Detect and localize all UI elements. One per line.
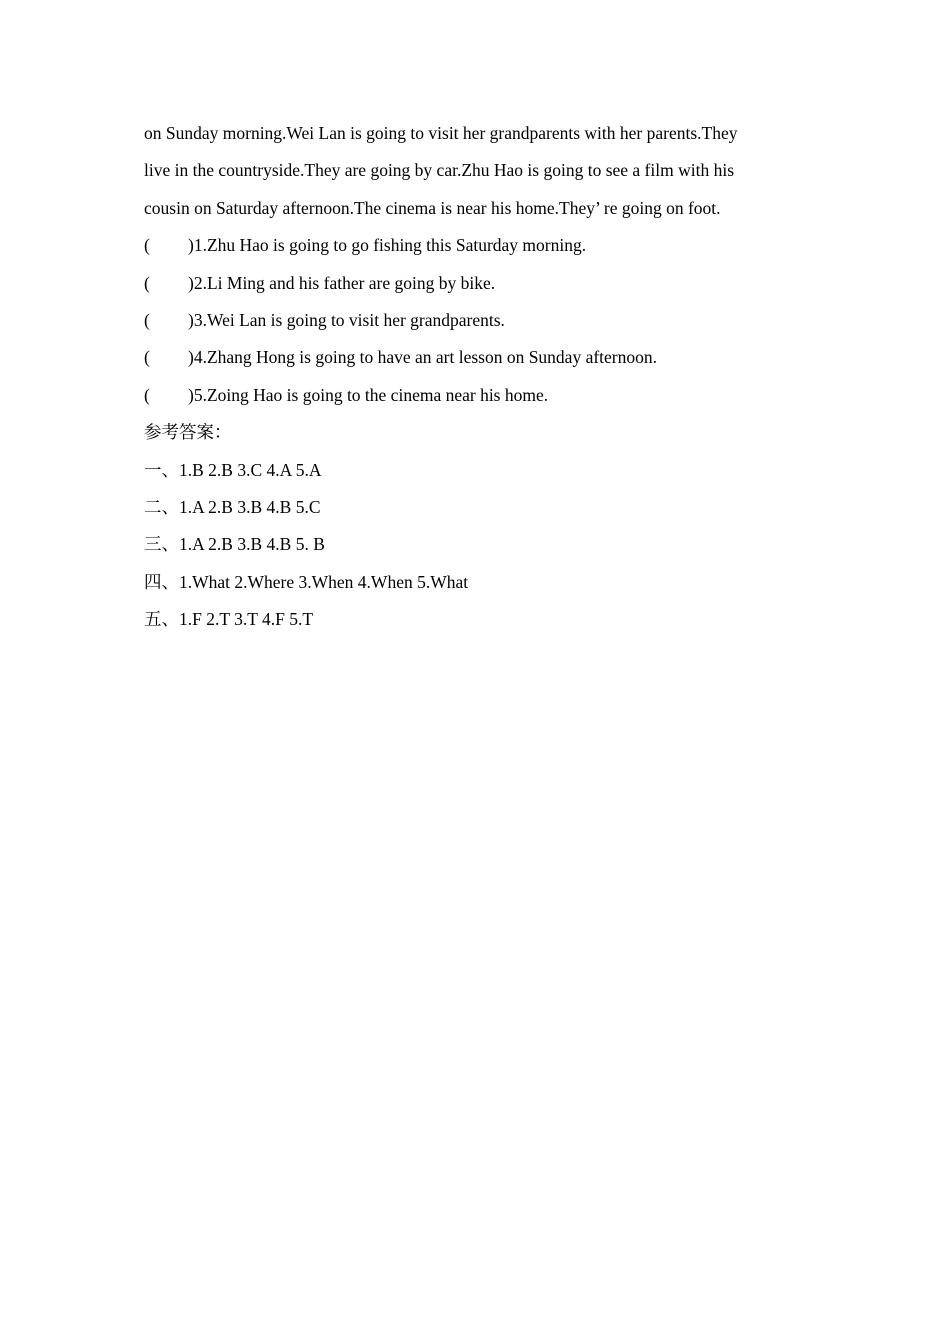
answer-key [144, 414, 804, 638]
question-item [144, 302, 804, 339]
passage-line: live in the countryside.They are going by car.Zhu Hao is going to see a film with his [144, 160, 735, 181]
answer-blank-open: ( [144, 347, 150, 368]
answer-key-line: 三、1.A 2.B 3.B 4.B 5. B [144, 534, 325, 555]
answer-blank-open: ( [144, 309, 150, 330]
answer-key-heading: 参考答案： [144, 422, 232, 443]
question-text: )1.Zhu Hao is going to go fishing this Saturday morning. [188, 235, 587, 256]
answer-key-line: 二、1.A 2.B 3.B 4.B 5.C [144, 496, 321, 517]
question-item [144, 265, 804, 302]
document-page [144, 115, 804, 638]
answer-blank-open: ( [144, 272, 150, 293]
answer-blank-open: ( [144, 384, 150, 405]
answer-key-line: 四、1.What 2.Where 3.When 4.When 5.What [144, 571, 469, 592]
reading-passage [144, 115, 804, 227]
question-text: )4.Zhang Hong is going to have an art lesson on Sunday afternoon. [188, 347, 658, 368]
answer-blank-open: ( [144, 235, 150, 256]
passage-line: cousin on Saturday afternoon.The cinema is near his home.They’ re going on foot. [144, 197, 721, 218]
question-text: )2.Li Ming and his father are going by bike. [188, 272, 496, 293]
answer-key-line: 一、1.B 2.B 3.C 4.A 5.A [144, 459, 322, 480]
question-item [144, 377, 804, 414]
question-item [144, 227, 804, 264]
question-text: )5.Zoing Hao is going to the cinema near his home. [188, 384, 549, 405]
passage-line: on Sunday morning.Wei Lan is going to visit her grandparents with her parents.They [144, 123, 738, 143]
true-false-questions [144, 227, 804, 414]
question-item [144, 339, 804, 376]
answer-key-line: 五、1.F 2.T 3.T 4.F 5.T [144, 609, 314, 630]
question-text: )3.Wei Lan is going to visit her grandparents. [188, 309, 505, 330]
